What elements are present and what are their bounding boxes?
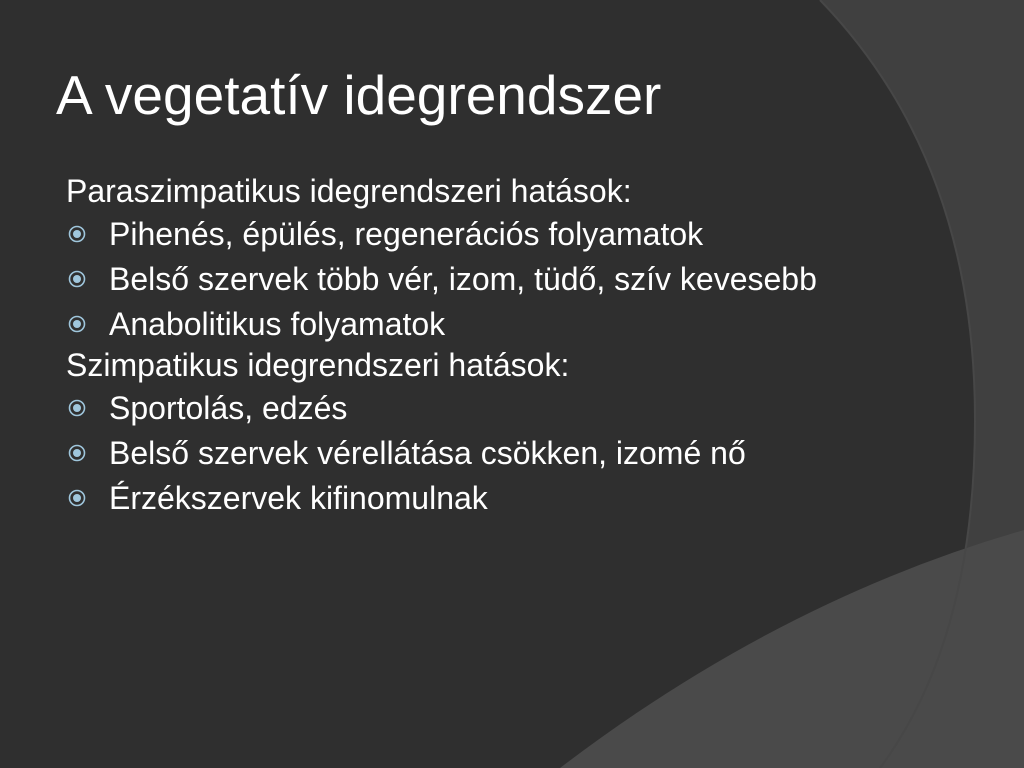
list-item-text: Érzékszervek kifinomulnak	[109, 480, 488, 516]
list-item-text: Pihenés, épülés, regenerációs folyamatok	[109, 216, 704, 252]
circle-bullet-icon	[68, 315, 86, 333]
circle-bullet-icon	[68, 399, 86, 417]
list-item-text: Belső szervek több vér, izom, tüdő, szív kevesebb	[109, 261, 817, 297]
section-heading-text: Paraszimpatikus idegrendszeri hatások:	[66, 173, 632, 209]
list-item	[66, 262, 896, 296]
list-item-text: Belső szervek vérellátása csökken, izomé nő	[109, 435, 746, 471]
list-item	[66, 436, 896, 470]
circle-bullet-icon	[68, 225, 86, 243]
circle-bullet-icon	[68, 489, 86, 507]
circle-bullet-icon	[68, 270, 86, 288]
section-heading-sympathetic	[66, 348, 896, 382]
list-item-text: Sportolás, edzés	[109, 390, 348, 426]
section-heading-text: Szimpatikus idegrendszeri hatások:	[66, 347, 570, 383]
circle-bullet-icon	[68, 444, 86, 462]
list-item	[66, 307, 896, 341]
list-item	[66, 217, 896, 251]
list-item	[66, 391, 896, 425]
section-heading-parasympathetic	[66, 174, 896, 208]
slide-body	[66, 174, 896, 526]
list-item-text: Anabolitikus folyamatok	[109, 306, 446, 342]
list-item	[66, 481, 896, 515]
slide-title: A vegetatív idegrendszer	[56, 64, 662, 126]
